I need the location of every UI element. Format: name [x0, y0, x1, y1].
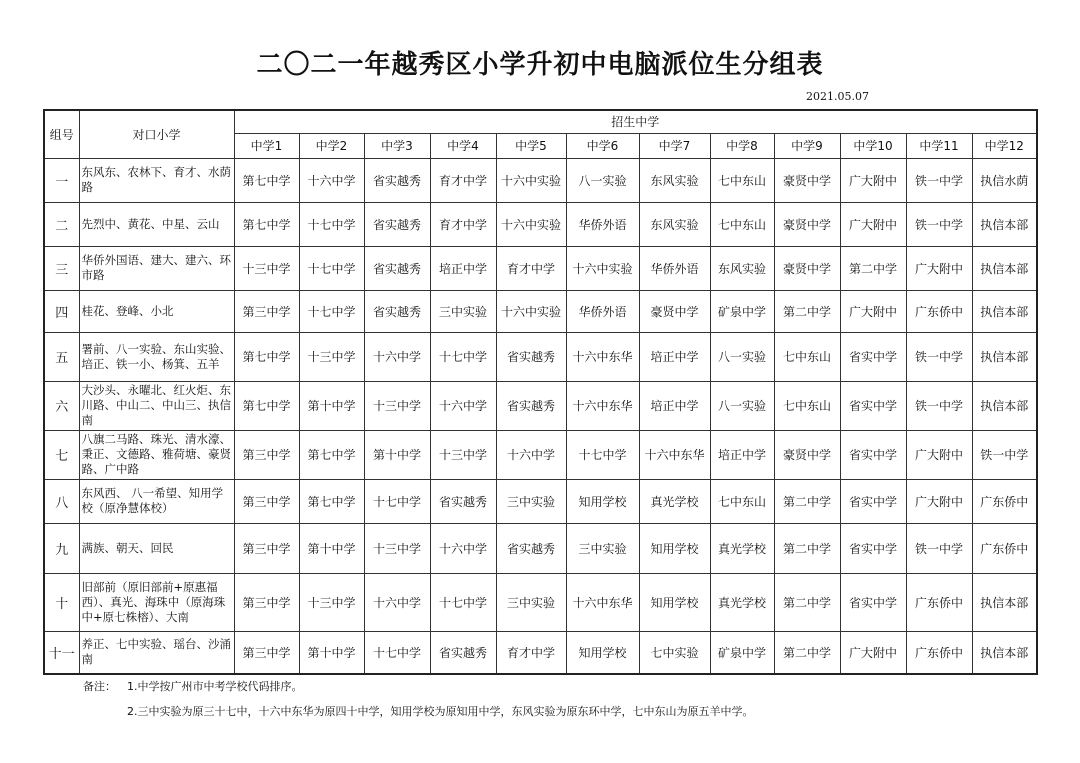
middle-school-cell: 十三中学 — [299, 332, 364, 381]
middle-school-cell: 十三中学 — [299, 573, 364, 631]
middle-school-cell: 第十中学 — [299, 381, 364, 430]
middle-school-cell: 十七中学 — [364, 479, 430, 523]
note-2: 2.三中实验为原三十七中，十六中东华为原四十中学，知用学校为原知用中学，东风实验为原东环中学，七中东山为原五羊中学。 — [127, 705, 754, 718]
middle-school-cell: 第十中学 — [299, 631, 364, 674]
table-row — [44, 158, 1037, 202]
header-school-12: 中学12 — [972, 133, 1037, 158]
middle-school-cell: 铁一中学 — [906, 332, 972, 381]
header-school-5: 中学5 — [496, 133, 566, 158]
middle-school-cell: 省实越秀 — [430, 479, 496, 523]
middle-school-cell: 铁一中学 — [906, 158, 972, 202]
middle-school-cell: 第七中学 — [299, 430, 364, 479]
group-number: 十 — [44, 573, 79, 631]
middle-school-cell: 执信水荫 — [972, 158, 1037, 202]
middle-school-cell: 知用学校 — [566, 479, 639, 523]
header-school-10: 中学10 — [840, 133, 906, 158]
middle-school-cell: 十七中学 — [430, 573, 496, 631]
middle-school-cell: 第三中学 — [234, 479, 299, 523]
middle-school-cell: 省实中学 — [840, 479, 906, 523]
middle-school-cell: 十六中学 — [364, 573, 430, 631]
middle-school-cell: 十六中实验 — [496, 158, 566, 202]
middle-school-cell: 省实越秀 — [496, 332, 566, 381]
group-number: 四 — [44, 290, 79, 332]
middle-school-cell: 执信本部 — [972, 332, 1037, 381]
table-row — [44, 246, 1037, 290]
middle-school-cell: 省实越秀 — [364, 290, 430, 332]
middle-school-cell: 豪贤中学 — [774, 430, 840, 479]
header-admission: 招生中学 — [234, 110, 1037, 133]
middle-school-cell: 育才中学 — [496, 246, 566, 290]
note-1: 1.中学按广州市中考学校代码排序。 — [127, 680, 303, 693]
middle-school-cell: 执信本部 — [972, 202, 1037, 246]
middle-school-cell: 培正中学 — [639, 381, 710, 430]
header-primary: 对口小学 — [79, 110, 234, 158]
middle-school-cell: 十三中学 — [430, 430, 496, 479]
middle-school-cell: 广东侨中 — [906, 631, 972, 674]
group-number: 五 — [44, 332, 79, 381]
primary-schools: 先烈中、黄花、中星、云山 — [79, 202, 234, 246]
middle-school-cell: 广东侨中 — [972, 523, 1037, 573]
middle-school-cell: 豪贤中学 — [774, 158, 840, 202]
middle-school-cell: 十七中学 — [430, 332, 496, 381]
middle-school-cell: 第二中学 — [774, 523, 840, 573]
middle-school-cell: 广大附中 — [906, 430, 972, 479]
middle-school-cell: 七中东山 — [774, 381, 840, 430]
middle-school-cell: 省实越秀 — [496, 523, 566, 573]
header-school-9: 中学9 — [774, 133, 840, 158]
middle-school-cell: 第十中学 — [364, 430, 430, 479]
table-row — [44, 631, 1037, 674]
middle-school-cell: 十六中实验 — [496, 202, 566, 246]
middle-school-cell: 执信本部 — [972, 631, 1037, 674]
middle-school-cell: 十六中学 — [299, 158, 364, 202]
middle-school-cell: 省实中学 — [840, 381, 906, 430]
middle-school-cell: 省实越秀 — [364, 246, 430, 290]
middle-school-cell: 十六中东华 — [566, 381, 639, 430]
middle-school-cell: 执信本部 — [972, 381, 1037, 430]
middle-school-cell: 第三中学 — [234, 290, 299, 332]
middle-school-cell: 培正中学 — [430, 246, 496, 290]
header-school-4: 中学4 — [430, 133, 496, 158]
header-school-8: 中学8 — [710, 133, 774, 158]
primary-schools: 署前、八一实验、东山实验、培正、铁一小、杨箕、五羊 — [79, 332, 234, 381]
middle-school-cell: 华侨外语 — [639, 246, 710, 290]
middle-school-cell: 省实中学 — [840, 573, 906, 631]
table-row — [44, 202, 1037, 246]
middle-school-cell: 广大附中 — [840, 202, 906, 246]
group-number: 六 — [44, 381, 79, 430]
middle-school-cell: 铁一中学 — [906, 381, 972, 430]
header-school-7: 中学7 — [639, 133, 710, 158]
middle-school-cell: 广大附中 — [840, 158, 906, 202]
middle-school-cell: 矿泉中学 — [710, 631, 774, 674]
middle-school-cell: 第三中学 — [234, 523, 299, 573]
middle-school-cell: 八一实验 — [710, 381, 774, 430]
middle-school-cell: 豪贤中学 — [774, 246, 840, 290]
notes-label: 备注： — [83, 680, 116, 693]
middle-school-cell: 第三中学 — [234, 631, 299, 674]
header-school-2: 中学2 — [299, 133, 364, 158]
middle-school-cell: 育才中学 — [430, 158, 496, 202]
primary-schools: 八旗二马路、珠光、清水濠、秉正、文德路、雅荷塘、豪贤路、广中路 — [79, 430, 234, 479]
middle-school-cell: 广东侨中 — [972, 479, 1037, 523]
middle-school-cell: 十七中学 — [566, 430, 639, 479]
middle-school-cell: 东风实验 — [710, 246, 774, 290]
middle-school-cell: 省实中学 — [840, 523, 906, 573]
middle-school-cell: 第七中学 — [234, 158, 299, 202]
middle-school-cell: 十六中学 — [430, 381, 496, 430]
middle-school-cell: 省实越秀 — [364, 202, 430, 246]
middle-school-cell: 广东侨中 — [906, 290, 972, 332]
primary-schools: 华侨外国语、建大、建六、环市路 — [79, 246, 234, 290]
primary-schools: 养正、七中实验、瑶台、沙涌南 — [79, 631, 234, 674]
middle-school-cell: 第二中学 — [774, 290, 840, 332]
middle-school-cell: 执信本部 — [972, 290, 1037, 332]
middle-school-cell: 东风实验 — [639, 202, 710, 246]
primary-schools: 满族、朝天、回民 — [79, 523, 234, 573]
primary-schools: 旧部前（原旧部前+原惠福西）、真光、海珠中（原海珠中+原七株榕）、大南 — [79, 573, 234, 631]
middle-school-cell: 育才中学 — [496, 631, 566, 674]
middle-school-cell: 十六中实验 — [566, 246, 639, 290]
group-number: 三 — [44, 246, 79, 290]
middle-school-cell: 十三中学 — [364, 381, 430, 430]
group-number: 十一 — [44, 631, 79, 674]
table-row — [44, 573, 1037, 631]
middle-school-cell: 十六中东华 — [566, 332, 639, 381]
primary-schools: 东风西、 八一希望、知用学校（原净慧体校） — [79, 479, 234, 523]
table-header — [44, 110, 1037, 158]
middle-school-cell: 三中实验 — [566, 523, 639, 573]
middle-school-cell: 真光学校 — [710, 523, 774, 573]
middle-school-cell: 七中东山 — [710, 158, 774, 202]
table-row — [44, 381, 1037, 430]
middle-school-cell: 十三中学 — [364, 523, 430, 573]
header-school-11: 中学11 — [906, 133, 972, 158]
middle-school-cell: 七中东山 — [710, 479, 774, 523]
middle-school-cell: 省实越秀 — [496, 381, 566, 430]
middle-school-cell: 矿泉中学 — [710, 290, 774, 332]
header-group: 组号 — [44, 110, 79, 158]
table-body — [44, 158, 1037, 674]
table-row — [44, 430, 1037, 479]
middle-school-cell: 十三中学 — [234, 246, 299, 290]
middle-school-cell: 省实中学 — [840, 430, 906, 479]
middle-school-cell: 三中实验 — [496, 573, 566, 631]
group-number: 九 — [44, 523, 79, 573]
middle-school-cell: 真光学校 — [639, 479, 710, 523]
table-row — [44, 290, 1037, 332]
middle-school-cell: 育才中学 — [430, 202, 496, 246]
middle-school-cell: 真光学校 — [710, 573, 774, 631]
grouping-table — [43, 109, 1038, 675]
middle-school-cell: 十六中学 — [364, 332, 430, 381]
group-number: 七 — [44, 430, 79, 479]
middle-school-cell: 七中东山 — [710, 202, 774, 246]
page-title: 二〇二一年越秀区小学升初中电脑派位生分组表 — [256, 50, 824, 80]
middle-school-cell: 十六中学 — [430, 523, 496, 573]
group-number: 一 — [44, 158, 79, 202]
table-row — [44, 523, 1037, 573]
middle-school-cell: 执信本部 — [972, 573, 1037, 631]
primary-schools: 桂花、登峰、小北 — [79, 290, 234, 332]
middle-school-cell: 豪贤中学 — [639, 290, 710, 332]
middle-school-cell: 铁一中学 — [972, 430, 1037, 479]
middle-school-cell: 省实中学 — [840, 332, 906, 381]
middle-school-cell: 广东侨中 — [906, 573, 972, 631]
middle-school-cell: 十七中学 — [299, 290, 364, 332]
table-row — [44, 479, 1037, 523]
middle-school-cell: 八一实验 — [566, 158, 639, 202]
middle-school-cell: 第二中学 — [774, 631, 840, 674]
middle-school-cell: 培正中学 — [710, 430, 774, 479]
middle-school-cell: 豪贤中学 — [774, 202, 840, 246]
middle-school-cell: 第二中学 — [774, 573, 840, 631]
primary-schools: 东风东、农林下、育才、水荫路 — [79, 158, 234, 202]
middle-school-cell: 十六中实验 — [496, 290, 566, 332]
middle-school-cell: 第七中学 — [234, 332, 299, 381]
table-row — [44, 332, 1037, 381]
middle-school-cell: 三中实验 — [430, 290, 496, 332]
middle-school-cell: 十七中学 — [299, 246, 364, 290]
middle-school-cell: 第二中学 — [774, 479, 840, 523]
header-school-1: 中学1 — [234, 133, 299, 158]
middle-school-cell: 十七中学 — [299, 202, 364, 246]
middle-school-cell: 知用学校 — [639, 573, 710, 631]
middle-school-cell: 省实越秀 — [430, 631, 496, 674]
middle-school-cell: 十七中学 — [364, 631, 430, 674]
middle-school-cell: 十六中东华 — [566, 573, 639, 631]
middle-school-cell: 知用学校 — [639, 523, 710, 573]
header-school-3: 中学3 — [364, 133, 430, 158]
middle-school-cell: 培正中学 — [639, 332, 710, 381]
middle-school-cell: 广大附中 — [906, 479, 972, 523]
group-number: 二 — [44, 202, 79, 246]
middle-school-cell: 三中实验 — [496, 479, 566, 523]
middle-school-cell: 第三中学 — [234, 573, 299, 631]
middle-school-cell: 七中实验 — [639, 631, 710, 674]
middle-school-cell: 第七中学 — [299, 479, 364, 523]
middle-school-cell: 省实越秀 — [364, 158, 430, 202]
middle-school-cell: 第二中学 — [840, 246, 906, 290]
middle-school-cell: 东风实验 — [639, 158, 710, 202]
middle-school-cell: 广大附中 — [840, 631, 906, 674]
middle-school-cell: 第十中学 — [299, 523, 364, 573]
middle-school-cell: 广大附中 — [906, 246, 972, 290]
header-school-6: 中学6 — [566, 133, 639, 158]
middle-school-cell: 十六中东华 — [639, 430, 710, 479]
group-number: 八 — [44, 479, 79, 523]
middle-school-cell: 知用学校 — [566, 631, 639, 674]
middle-school-cell: 执信本部 — [972, 246, 1037, 290]
middle-school-cell: 第三中学 — [234, 430, 299, 479]
middle-school-cell: 八一实验 — [710, 332, 774, 381]
middle-school-cell: 华侨外语 — [566, 202, 639, 246]
document-date: 2021.05.07 — [806, 90, 869, 103]
middle-school-cell: 十六中学 — [496, 430, 566, 479]
middle-school-cell: 铁一中学 — [906, 523, 972, 573]
middle-school-cell: 铁一中学 — [906, 202, 972, 246]
middle-school-cell: 第七中学 — [234, 202, 299, 246]
middle-school-cell: 第七中学 — [234, 381, 299, 430]
middle-school-cell: 七中东山 — [774, 332, 840, 381]
middle-school-cell: 广大附中 — [840, 290, 906, 332]
primary-schools: 大沙头、永曜北、红火炬、东川路、中山二、中山三、执信南 — [79, 381, 234, 430]
middle-school-cell: 华侨外语 — [566, 290, 639, 332]
